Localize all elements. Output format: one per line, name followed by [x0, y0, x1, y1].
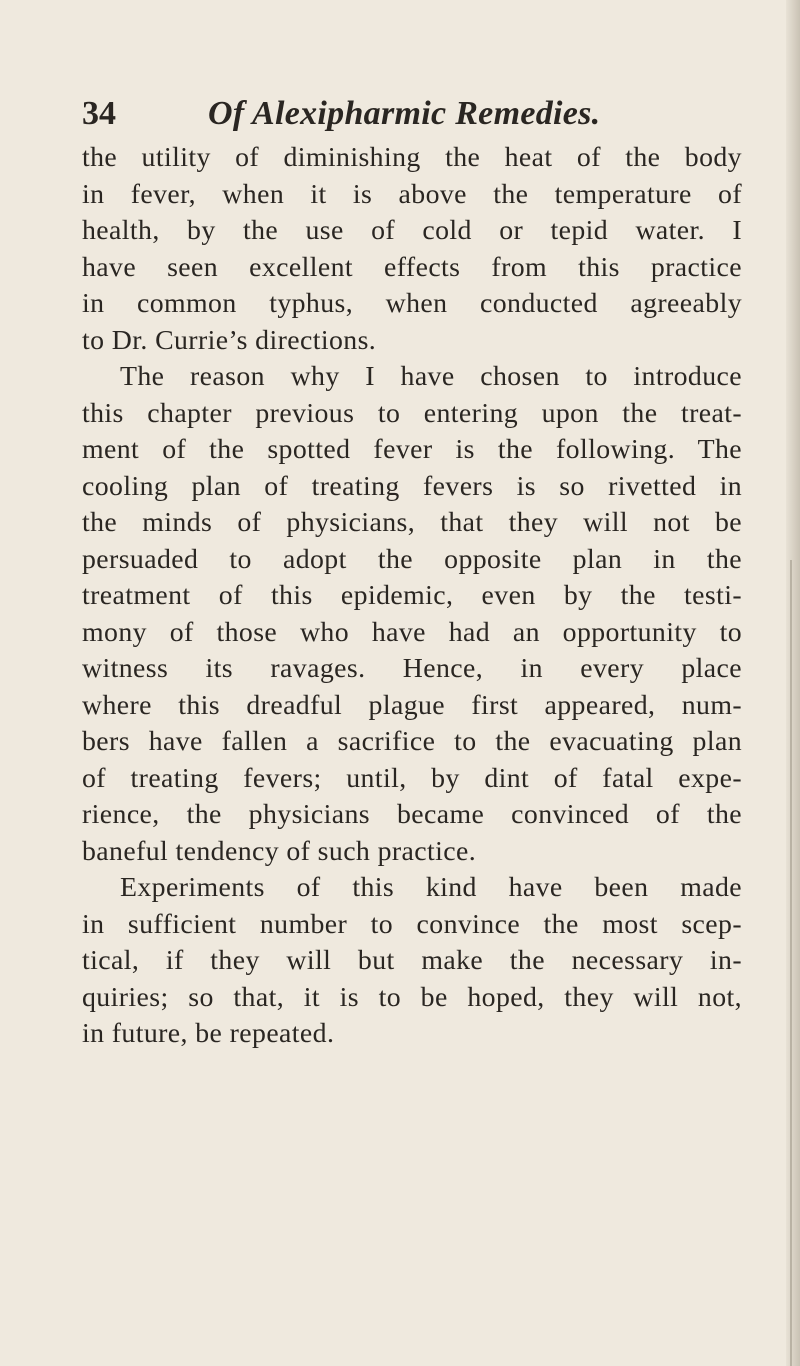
text-line: of treating fevers; until, by dint of fatal expe- [82, 762, 742, 794]
page-header [82, 92, 722, 136]
text-line: baneful tendency of such practice. [82, 835, 477, 867]
text-line: cooling plan of treating fevers is so rivetted in [82, 470, 742, 502]
paragraph-2 [82, 359, 742, 870]
text-line: Experiments of this kind have been made [120, 872, 742, 903]
text-line: the minds of physicians, that they will not be [82, 507, 742, 538]
body-text [82, 140, 742, 1053]
text-line: bers have fallen a sacrifice to the evacuating plan [82, 726, 742, 757]
text-line: The reason why I have chosen to introduce [120, 361, 742, 392]
text-line: in future, be repeated. [82, 1018, 335, 1049]
text-line: the utility of diminishing the heat of the body [82, 142, 742, 173]
text-line: rience, the physicians became convinced of the [82, 799, 742, 830]
text-line: mony of those who have had an opportunity to [82, 616, 742, 648]
text-line: witness its ravages. Hence, in every place [82, 653, 742, 684]
text-line: in sufficient number to convince the most scep- [82, 908, 742, 940]
text-line: quiries; so that, it is to be hoped, they will not, [82, 981, 742, 1013]
running-title: Of Alexipharmic Remedies. [208, 95, 601, 132]
paragraph-1 [82, 140, 742, 359]
page-number: 34 [82, 95, 116, 132]
text-line: where this dreadful plague first appeared, num- [82, 689, 742, 721]
text-line: to Dr. Currie’s directions. [82, 324, 377, 356]
text-line: treatment of this epidemic, even by the testi- [82, 580, 742, 611]
text-line: ment of the spotted fever is the following. The [82, 434, 742, 465]
text-line: in common typhus, when conducted agreeably [82, 288, 742, 319]
text-line: this chapter previous to entering upon the treat- [82, 397, 742, 429]
text-line: in fever, when it is above the temperature of [82, 178, 742, 210]
text-line: tical, if they will but make the necessary in- [82, 945, 742, 976]
text-line: health, by the use of cold or tepid water. I [82, 215, 742, 246]
text-line: persuaded to adopt the opposite plan in the [82, 543, 742, 575]
text-line: have seen excellent effects from this practice [82, 251, 742, 283]
page-edge-shadow [786, 0, 800, 1366]
paragraph-3 [82, 870, 742, 1053]
